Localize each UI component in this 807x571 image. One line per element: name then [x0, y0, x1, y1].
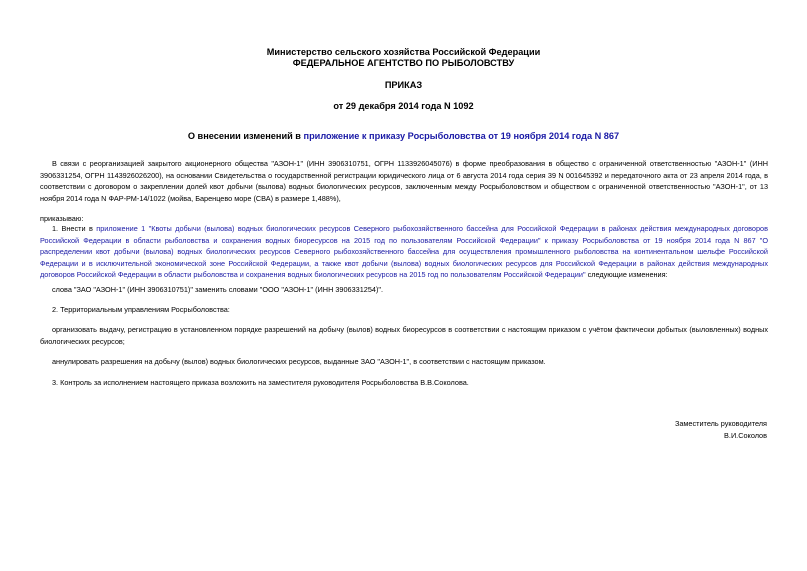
paragraph-cancel-permits: аннулировать разрешения на добычу (вылов) водных биологических ресурсов, выданные ЗАО "АЗОН-1", в соответствии с настоящим приказом. [52, 357, 546, 366]
paragraph-preamble: В связи с реорганизацией закрытого акционерного общества "АЗОН-1" (ИНН 3906310751, ОГРН 1133926045076) в форме преобразования в общество с ограниченной ответственностью "АЗОН-1" (ИНН 3906331254, ОГРН 1143926026200), на основании Свидетельства о государственной регистрации юридического лица от 6 августа 2014 года серия 39 N 001645392 и передаточного акта от 23 апреля 2014 года, в соответствии с договором о закреплении долей квот добычи (вылова) водных биологических ресурсов, заключенным между Росрыболовством и обществом с ограниченной ответственностью "АЗОН-1", от 13 ноября 2014 года N ФАР-РМ-14/1022 (мойва, Баренцево море (СВА) в размере 1,488%), [40, 159, 768, 203]
doc-title [0, 131, 807, 142]
paragraph-item-2: 2. Территориальным управлениям Росрыболовства: [52, 305, 230, 314]
paragraph-item-1 [40, 223, 768, 281]
title-prefix: О внесении изменений в [187, 131, 304, 141]
item-1-prefix: 1. Внести в [52, 224, 97, 233]
agency-name: ФЕДЕРАЛЬНОЕ АГЕНТСТВО ПО РЫБОЛОВСТВУ [292, 58, 515, 68]
paragraph-replacement: слова "ЗАО "АЗОН-1" (ИНН 3906310751)" заменить словами "ООО "АЗОН-1" (ИНН 3906331254)". [52, 285, 383, 294]
paragraph-item-3: 3. Контроль за исполнением настоящего приказа возложить на заместителя руководителя Росрыболовства В.В.Соколова. [52, 378, 469, 387]
paragraph-order-word: приказываю: [40, 214, 84, 223]
signature-name: В.И.Соколов [724, 431, 767, 440]
appendix-link[interactable]: приложение 1 "Квоты добычи (вылова) водных биологических ресурсов Северного рыбохозяйственного бассейна для Российской Федерации в районах действия международных договоров Российской Федерации в области рыболовства и сохранения водных биоресурсов на 2015 год по пользователям Российской Федерации" к приказу Росрыболовства от 19 ноября 2014 года N 867 "О распределении квот добычи (вылова) водных биологических ресурсов Северного рыбохозяйственного бассейна для осуществления промышленного рыболовства на континентальном шельфе Российской Федерации и в исключительной экономической зоне Российской Федерации, а также квот добычи (вылова) водных биологических ресурсов для Российской Федерации в районах действия международных договоров Российской Федерации в области рыболовства и сохранения водных биологических ресурсов на 2015 год по пользователям Российской Федерации" [40, 224, 768, 280]
item-1-suffix: следующие изменения: [585, 270, 668, 280]
doc-date-number: от 29 декабря 2014 года N 1092 [333, 101, 474, 111]
paragraph-issue-permits: организовать выдачу, регистрацию в установленном порядке разрешений на добычу (вылов) водных биоресурсов в соответствии с настоящим приказом с учётом фактически добытых (выловленных) водных биологических ресурсов; [40, 325, 768, 346]
title-link[interactable]: приложение к приказу Росрыболовства от 19 ноября 2014 года N 867 [303, 131, 620, 141]
doc-type: ПРИКАЗ [384, 80, 423, 90]
signature-position: Заместитель руководителя [674, 419, 767, 428]
ministry-name: Министерство сельского хозяйства Российской Федерации [266, 47, 541, 57]
